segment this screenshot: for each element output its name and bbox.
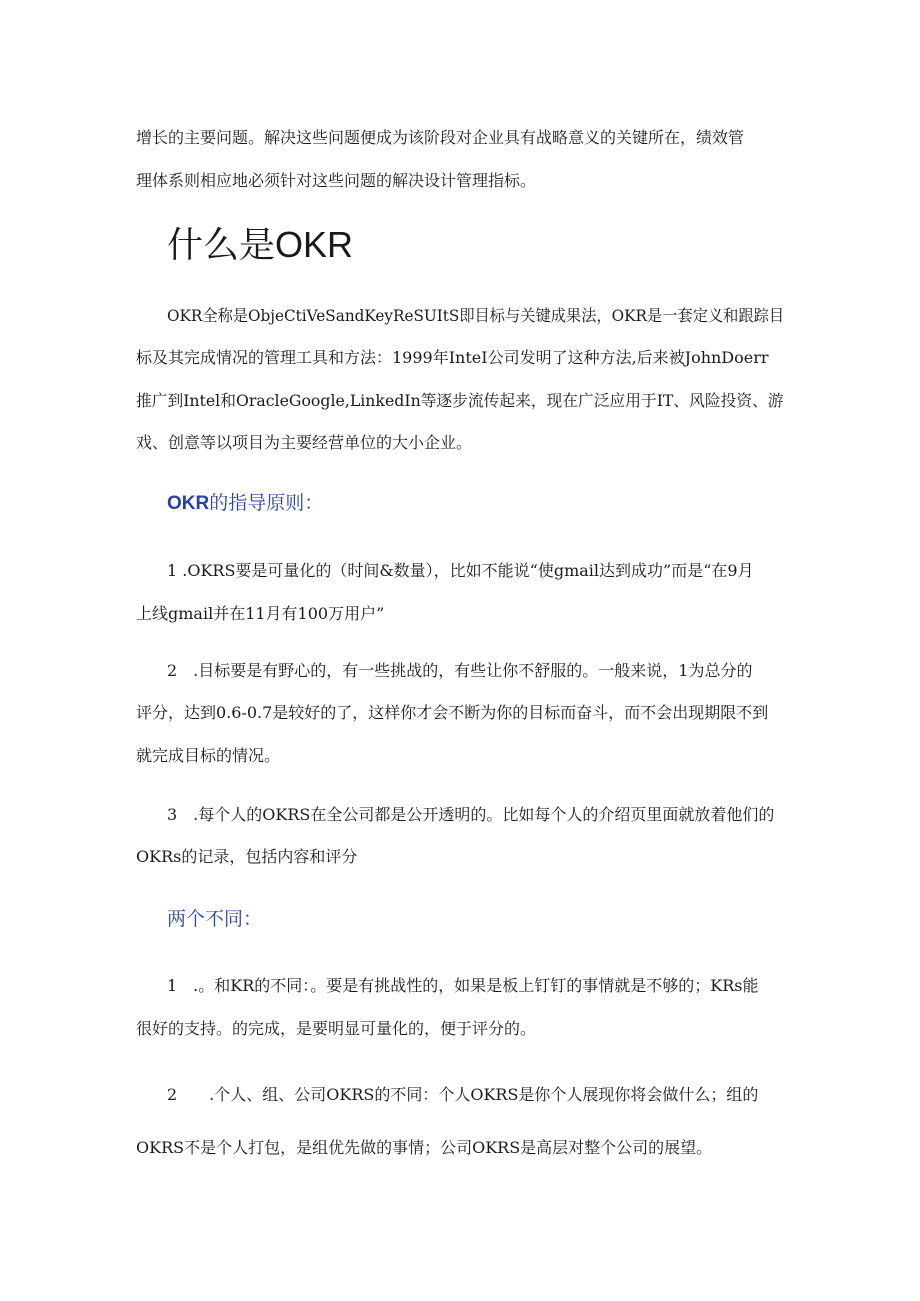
- intro-line-2: 理体系则相应地必须针对这些问题的解决设计管理指标。: [136, 171, 537, 190]
- principle-3-line-1: 3 .每个人的OKRS在全公司都是公开透明的。比如每个人的介绍页里面就放着他们的: [167, 805, 775, 824]
- difference-1-line-1: 1 .。和KR的不同：。要是有挑战性的，如果是板上钉钉的事情就是不够的；KRs能: [167, 976, 759, 995]
- intro-line-1: 增长的主要问题。解决这些问题便成为该阶段对企业具有战略意义的关键所在，绩效管: [136, 128, 745, 147]
- difference-1-line-2: 很好的支持。的完成，是要明显可量化的，便于评分的。: [136, 1019, 537, 1038]
- principle-1-line-1: 1 .OKRS要是可量化的（时间&数量），比如不能说“使gmail达到成功”而是“在9月: [167, 561, 754, 580]
- definition-line-4: 戏、创意等以项目为主要经营单位的大小企业。: [136, 433, 473, 452]
- principle-3-line-2: OKRs的记录，包括内容和评分: [136, 847, 358, 866]
- section-heading-what-is-okr: [167, 222, 353, 269]
- section-heading-two-differences: 两个不同：: [167, 908, 263, 930]
- heading-cn: 什么是: [167, 225, 276, 266]
- heading-latin: OKR: [275, 224, 354, 265]
- definition-line-1: OKR全称是ObjeCtiVeSandKeyReSUItS即目标与关键成果法，OKR是一套定义和跟踪目: [167, 306, 785, 325]
- difference-2-line-2: OKRS不是个人打包，是组优先做的事情；公司OKRS是高层对整个公司的展望。: [136, 1138, 713, 1157]
- principles-heading-cn: 的指导原则：: [209, 492, 324, 514]
- principles-heading-latin: OKR: [167, 493, 210, 514]
- difference-2-line-1: 2 .个人、组、公司OKRS的不同：个人OKRS是你个人展现你将会做什么；组的: [167, 1085, 759, 1104]
- principle-1-line-2: 上线gmail并在11月有100万用户”: [136, 604, 385, 623]
- definition-line-3: 推广到Intel和OracleGoogle,LinkedIn等逐步流传起来，现在广泛应用于IT、风险投资、游: [136, 391, 784, 410]
- principle-2-line-2: 评分，达到0.6-0.7是较好的了，这样你才会不断为你的目标而奋斗，而不会出现期限不到: [136, 703, 769, 722]
- principle-2-line-1: 2 .目标要是有野心的，有一些挑战的，有些让你不舒服的。一般来说，1为总分的: [167, 661, 753, 680]
- section-heading-principles: [167, 490, 323, 517]
- principle-2-line-3: 就完成目标的情况。: [136, 746, 281, 765]
- definition-line-2: 标及其完成情况的管理工具和方法：1999年InteI公司发明了这种方法,后来被JohnDoerr: [136, 348, 769, 367]
